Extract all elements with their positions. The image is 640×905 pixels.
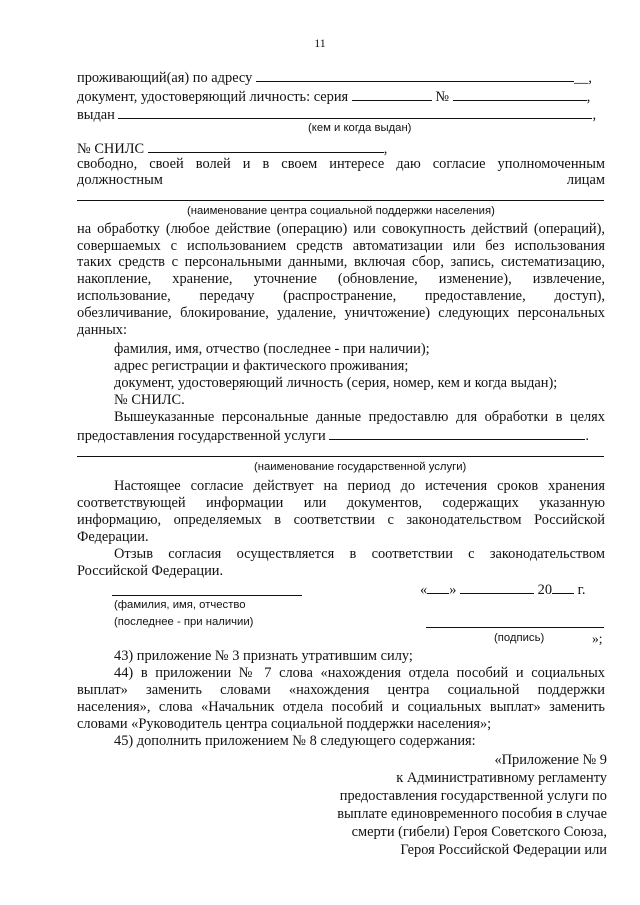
data-item: документ, удостоверяющий личность (серия, номер, кем и когда выдан);: [114, 375, 558, 391]
id-series-field[interactable]: [352, 87, 432, 101]
validity-line: Федерации.: [77, 529, 149, 545]
id-number-field[interactable]: [453, 87, 587, 101]
service-caption: (наименование государственной услуги): [254, 461, 467, 473]
consent-left-word: должностным: [77, 172, 163, 188]
address-end: __,: [573, 70, 592, 86]
date-day-field[interactable]: [427, 580, 449, 594]
processing-line: на обработку (любое действие (операцию) или совокупность действий (операций),: [77, 221, 605, 237]
consent-line: свободно, своей волей и в своем интересе даю согласие уполномоченным: [77, 156, 605, 172]
service-name-field[interactable]: [329, 426, 585, 440]
processing-line: обезличивание, блокирование, удаление, уничтожение) следующих персональных: [77, 305, 605, 321]
appendix-header-line: выплате единовременного пособия в случае: [337, 806, 607, 822]
issued-end: ,: [592, 107, 597, 123]
id-document-line: [77, 87, 605, 106]
id-number-label: №: [435, 89, 450, 105]
fio-field[interactable]: [112, 595, 302, 596]
signature-caption: (подпись): [494, 632, 545, 644]
date-line: [420, 580, 605, 599]
appendix-header-line: предоставления государственной услуги по: [339, 788, 607, 804]
signature-end: »;: [592, 631, 603, 646]
issued-caption: (кем и когда выдан): [308, 122, 412, 134]
validity-line: информацию, определяемых в соответствии с законодательством Российской: [77, 512, 605, 528]
date-year-field[interactable]: [552, 580, 574, 594]
amendment-line: выплат» заменить словами «нахождения центра социальной поддержки: [77, 682, 605, 698]
center-caption: (наименование центра социальной поддержки населения): [187, 205, 495, 217]
snils-label: № СНИЛС: [77, 141, 145, 157]
issued-field[interactable]: [118, 105, 592, 119]
purpose-label: предоставления государственной услуги: [77, 428, 326, 444]
purpose-end: .: [585, 428, 589, 444]
date-year: 20: [537, 582, 553, 598]
date-month-field[interactable]: [460, 580, 534, 594]
validity-line: соответствующей информации или документов, содержащих указанную: [77, 495, 605, 511]
address-field[interactable]: [256, 68, 574, 82]
appendix-header-line: «Приложение № 9: [494, 752, 607, 768]
date-mid: »: [449, 582, 457, 598]
consent-line-2: [77, 172, 605, 189]
appendix-header-line: смерти (гибели) Героя Советского Союза,: [351, 824, 607, 840]
id-document-label: документ, удостоверяющий личность: серия: [77, 89, 349, 105]
snils-field[interactable]: [148, 139, 384, 153]
revoke-line: Российской Федерации.: [77, 563, 224, 579]
amendment-line: населения», слова «Начальник отдела пособий и социальных выплат» заменить: [77, 699, 605, 715]
signature-field[interactable]: [426, 627, 604, 628]
snils-end: ,: [383, 141, 388, 157]
amendment-line: 45) дополнить приложением № 8 следующего содержания:: [114, 733, 476, 749]
processing-line: совершаемых с использованием средств автоматизации или без использования: [77, 238, 605, 254]
fio-caption: (фамилия, имя, отчество: [114, 599, 246, 611]
center-name-field[interactable]: [77, 200, 604, 201]
validity-line: Настоящее согласие действует на период до истечения сроков хранения: [114, 478, 605, 494]
address-line: [77, 68, 605, 87]
amendment-line: 43) приложение № 3 признать утратившим силу;: [114, 648, 413, 664]
appendix-header-line: к Административному регламенту: [396, 770, 607, 786]
date-suffix: г.: [577, 582, 586, 598]
revoke-line: Отзыв согласия осуществляется в соответствии с законодательством: [114, 546, 605, 562]
processing-line: накопление, хранение, уточнение (обновление, изменение), извлечение,: [77, 271, 605, 287]
processing-line: таких средств с персональными данными, включая сбор, запись, систематизацию,: [77, 254, 605, 270]
date-open: «: [420, 582, 428, 598]
id-document-end: ,: [586, 89, 591, 105]
processing-line: данных:: [77, 322, 127, 338]
purpose-line-2: [77, 426, 605, 445]
service-name-field-2[interactable]: [77, 456, 604, 457]
fio-caption-2: (последнее - при наличии): [114, 616, 254, 628]
consent-right-word: лицам: [566, 172, 605, 188]
data-item: № СНИЛС.: [114, 392, 185, 408]
processing-line: использование, передачу (распространение, предоставление, доступ),: [77, 288, 605, 304]
page-number: 11: [314, 36, 326, 50]
purpose-line: Вышеуказанные персональные данные предоставлю для обработки в целях: [114, 409, 605, 425]
data-item: адрес регистрации и фактического проживания;: [114, 358, 409, 374]
appendix-header-line: Героя Российской Федерации или: [400, 842, 607, 858]
issued-label: выдан: [77, 107, 115, 123]
amendment-line: 44) в приложении № 7 слова «нахождения отдела пособий и социальных: [114, 665, 605, 681]
data-item: фамилия, имя, отчество (последнее - при наличии);: [114, 341, 430, 357]
amendment-line: словами «Руководитель центра социальной поддержки населения»;: [77, 716, 492, 732]
address-label: проживающий(ая) по адресу: [77, 70, 253, 86]
